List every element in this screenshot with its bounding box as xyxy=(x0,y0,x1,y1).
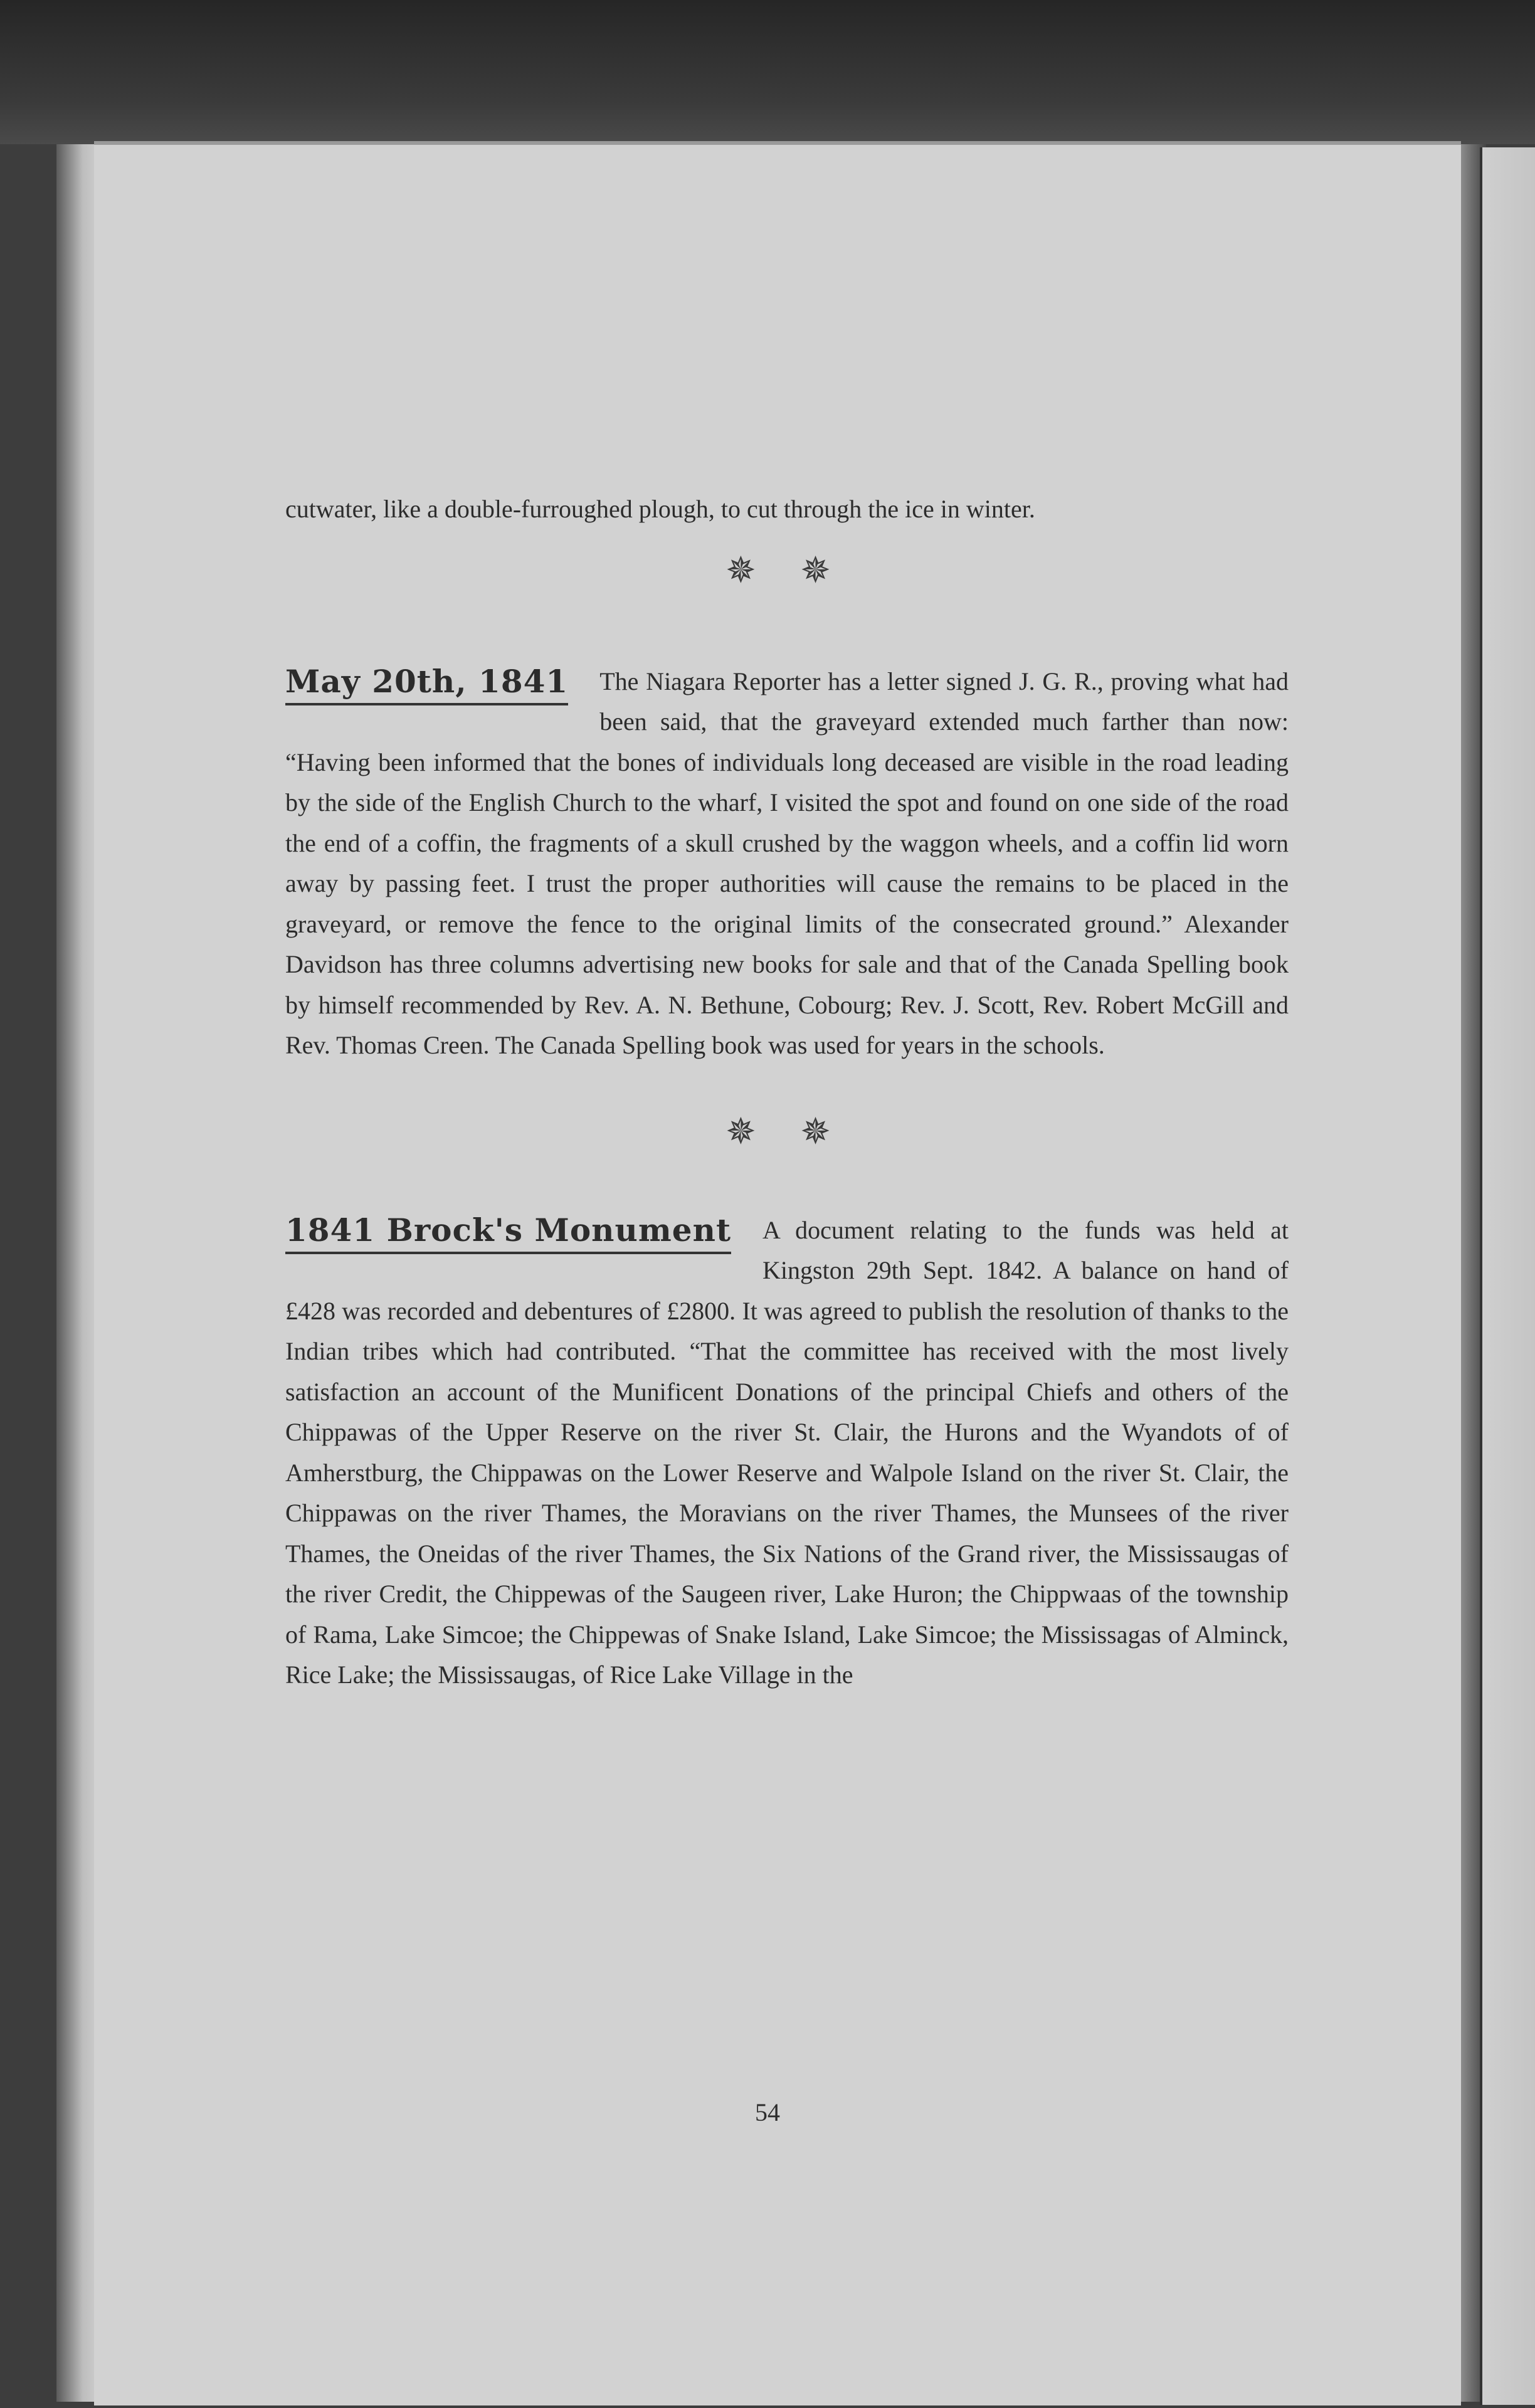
continuation-paragraph: cutwater, like a double-furroughed plough, to cut through the ice in winter. xyxy=(285,495,1035,523)
section-body: The Niagara Reporter has a letter signed J. G. R., proving what had been said, that the graveyard extended much farther than now: “Having been informed that the bones of individuals long deceased are visible in the road leading by the side of the English Church to the wharf, I visited the spot and found on one side of the road the end of a coffin, the fragments of a skull crushed by the waggon wheels, and a coffin lid worn away by passing feet. I trust the proper authorities will cause the remains to be placed in the graveyard, or remove the fence to the original limits of the consecrated ground.” Alexander Davidson has three columns advertising new books for sale and that of the Canada Spelling book by himself recommended by Rev. A. N. Bethune, Cobourg; Rev. J. Scott, Rev. Robert McGill and Rev. Thomas Creen. The Canada Spelling book was used for years in the schools. xyxy=(285,667,1289,1059)
ornament-icon: ✵ ✵ xyxy=(725,1111,848,1152)
page-number: 54 xyxy=(755,2098,780,2126)
section-brocks-monument xyxy=(285,1210,1289,1696)
section-divider-1 xyxy=(285,549,1289,593)
section-body: A document relating to the funds was held at Kingston 29th Sept. 1842. A balance on hand of £428 was recorded and debentures of £2800. It was agreed to publish the resolution of thanks to the Indian tribes which had contributed. “That the committee has received with the most lively satisfaction an account of the Munificent Donations of the principal Chiefs and others of the Chippawas of the Upper Reserve on the river St. Clair, the Hurons and the Wyandots of of Amherstburg, the Chippawas on the Lower Reserve and Walpole Island on the river St. Clair, the Chippawas on the river Thames, the Moravians on the river Thames, the Munsees of the river Thames, the Oneidas of the river Thames, the Six Nations of the Grand river, the Mississaugas of the river Credit, the Chippewas of the Saugeen river, Lake Huron; the Chippwaas of the township of Rama, Lake Simcoe; the Chippewas of Snake Island, Lake Simcoe; the Mississagas of Alminck, Rice Lake; the Mississaugas, of Rice Lake Village in the xyxy=(285,1215,1289,1689)
section-divider-2 xyxy=(285,1110,1289,1154)
section-heading: 1841 Brock's Monument xyxy=(285,1210,731,1254)
section-heading: May 20th, 1841 xyxy=(285,662,568,705)
section-may-1841 xyxy=(285,662,1289,1066)
ornament-icon: ✵ ✵ xyxy=(725,549,848,591)
page-content xyxy=(285,489,1289,1696)
scan-background-top xyxy=(0,0,1535,144)
adjacent-page-edge xyxy=(1480,147,1535,2405)
